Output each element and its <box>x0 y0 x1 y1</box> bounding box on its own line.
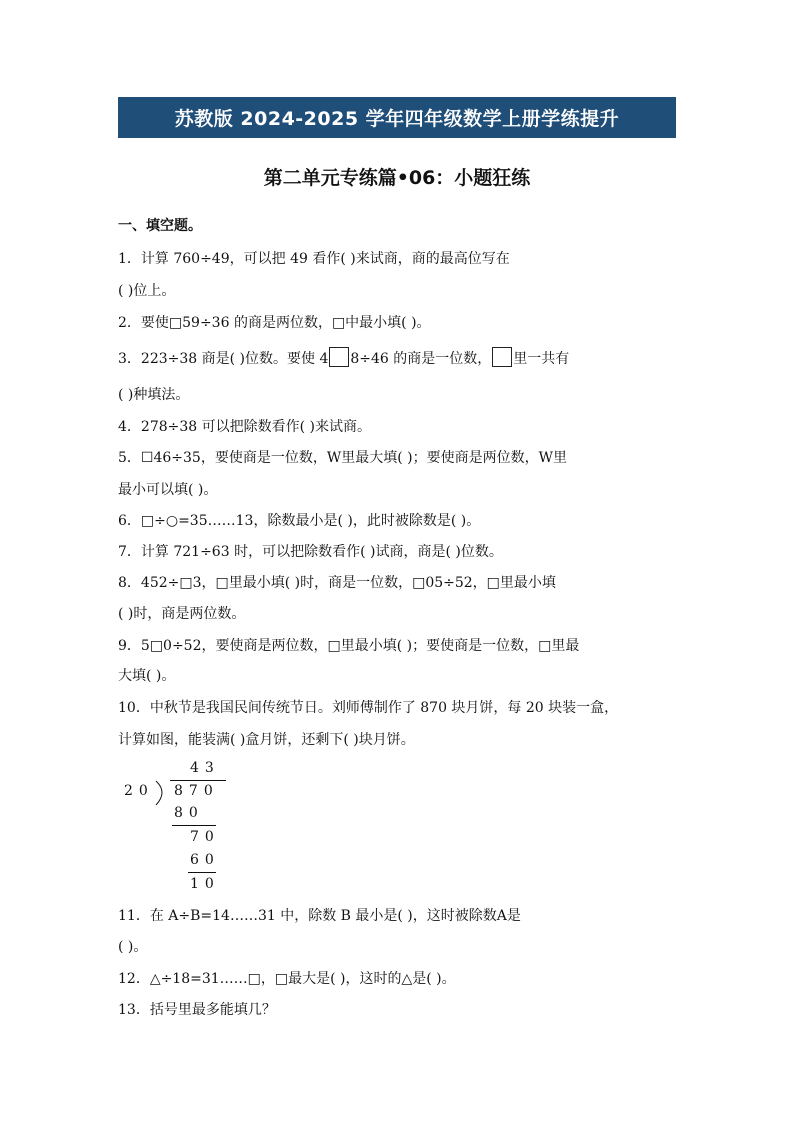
division-step-1: 80 <box>174 805 204 821</box>
question-12: 12．△÷18=31……□，□最大是( )，这时的△是( )。 <box>118 971 456 987</box>
division-dividend: 870 <box>174 783 219 799</box>
long-division-figure <box>118 758 238 898</box>
question-6: 6．□÷○=35……13，除数最小是( )，此时被除数是( )。 <box>118 513 481 529</box>
answer-box[interactable] <box>492 347 512 367</box>
question-1: 1．计算 760÷49，可以把 49 看作( )来试商，商的最高位写在 <box>118 251 510 267</box>
question-8-cont: ( )时，商是两位数。 <box>118 606 246 622</box>
division-quotient: 43 <box>190 760 220 776</box>
question-9: 9．5□0÷52，要使商是两位数，□里最小填( )；要使商是一位数，□里最 <box>118 638 580 654</box>
question-9-cont: 大填( )。 <box>118 668 176 684</box>
question-5-cont: 最小可以填( )。 <box>118 482 218 498</box>
division-line-2 <box>188 872 216 873</box>
answer-box[interactable] <box>329 347 349 367</box>
division-bracket <box>154 780 170 806</box>
division-remainder: 10 <box>190 876 220 892</box>
question-10: 10．中秋节是我国民间传统节日。刘师傅制作了 870 块月饼，每 20 块装一盒， <box>118 700 619 716</box>
question-2: 2．要使□59÷36 的商是两位数，□中最小填( )。 <box>118 315 431 331</box>
division-step-2: 70 <box>190 829 220 845</box>
question-4: 4．278÷38 可以把除数看作( )来试商。 <box>118 419 371 435</box>
division-line-1 <box>172 825 216 826</box>
question-3 <box>118 347 678 368</box>
division-divisor: 20 <box>124 783 154 799</box>
question-5: 5．☐46÷35，要使商是一位数，W里最大填( )；要使商是两位数，W里 <box>118 450 567 466</box>
question-13: 13．括号里最多能填几？ <box>118 1002 276 1018</box>
section-heading: 一、填空题。 <box>118 218 202 234</box>
question-3-part-a: 3．223÷38 商是( )位数。要使 4 <box>118 351 329 367</box>
question-11-cont: ( )。 <box>118 939 148 955</box>
page-title: 第二单元专练篇•06：小题狂练 <box>263 167 531 189</box>
division-step-3: 60 <box>190 852 220 868</box>
question-3-part-b: 8÷46 的商是一位数， <box>350 351 492 367</box>
question-8: 8．452÷□3，□里最小填( )时，商是一位数，□05÷52，□里最小填 <box>118 575 556 591</box>
question-10-cont: 计算如图，能装满( )盒月饼，还剩下( )块月饼。 <box>118 732 415 748</box>
question-11: 11．在 A÷B=14……31 中，除数 B 最小是( )，这时被除数A是 <box>118 908 521 924</box>
title-banner: 苏教版 2024-2025 学年四年级数学上册学练提升 <box>118 97 676 138</box>
question-3-cont: ( )种填法。 <box>118 387 190 403</box>
question-3-part-c: 里一共有 <box>513 351 570 367</box>
question-1-cont: ( )位上。 <box>118 283 176 299</box>
division-bar <box>170 780 226 781</box>
question-7: 7．计算 721÷63 时，可以把除数看作( )试商，商是( )位数。 <box>118 544 503 560</box>
